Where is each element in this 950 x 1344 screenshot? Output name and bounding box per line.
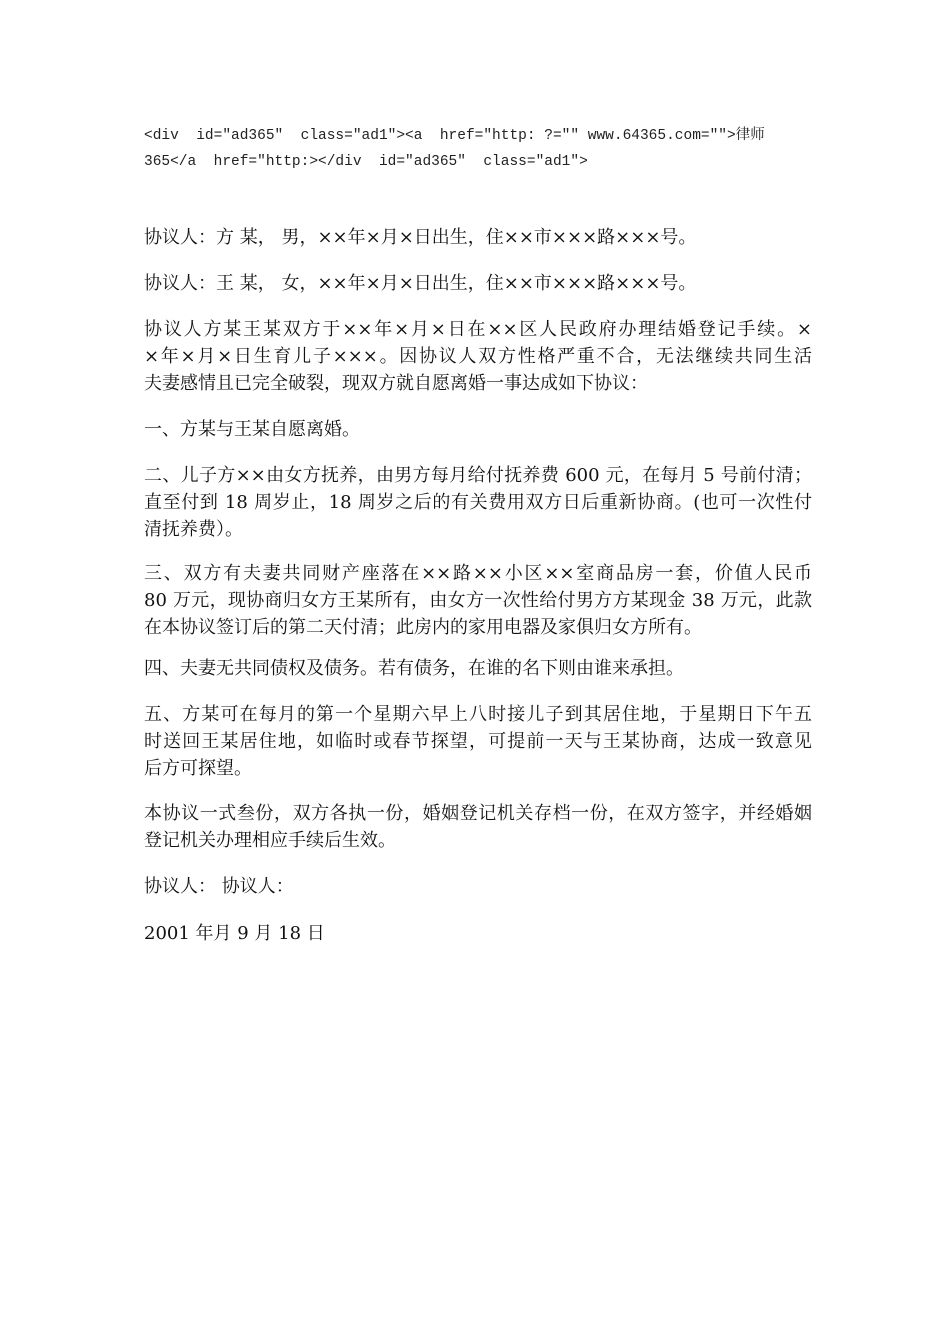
clause-5-line-3: 后方可探望。 xyxy=(144,758,252,779)
clause-5 xyxy=(144,701,812,782)
clause-2-line-3: 清抚养费）。 xyxy=(144,519,243,540)
clause-3-line-3: 在本协议签订后的第二天付清；此房内的家用电器及家俱归女方所有。 xyxy=(144,617,702,638)
clause-5-line-1: 五、方某可在每月的第一个星期六早上八时接儿子到其居住地，于星期日下午五 xyxy=(144,704,812,725)
clause-2-line-2: 直至付到 18 周岁止，18 周岁之后的有关费用双方日后重新协商。(也可一次性付 xyxy=(144,492,812,513)
header-code-line-2: 365</a href="http:></div id="ad365" class="ad1"> xyxy=(144,154,588,170)
clause-3-line-1: 三、双方有夫妻共同财产座落在××路××小区××室商品房一套，价值人民币 xyxy=(144,563,812,584)
closing-line-1: 本协议一式叁份，双方各执一份，婚姻登记机关存档一份，在双方签字，并经婚姻 xyxy=(144,803,812,824)
closing-line-2: 登记机关办理相应手续后生效。 xyxy=(144,830,396,851)
clause-3-line-2: 80 万元，现协商归女方王某所有，由女方一次性给付男方方某现金 38 万元，此款 xyxy=(144,590,812,611)
closing-paragraph xyxy=(144,800,812,854)
header-code-line-1: <div id="ad365" class="ad1"><a href="http: ?="" www.64365.com="">律师 xyxy=(144,128,765,144)
intro-line-3: 夫妻感情且已完全破裂，现双方就自愿离婚一事达成如下协议： xyxy=(144,373,648,394)
party-1: 协议人：方 某， 男，××年×月×日出生，住××市×××路×××号。 xyxy=(144,227,697,248)
signature-line: 协议人： 协议人： xyxy=(144,876,294,897)
clause-5-line-2: 时送回王某居住地，如临时或春节探望，可提前一天与王某协商，达成一致意见 xyxy=(144,731,812,752)
clause-2-line-1: 二、儿子方××由女方抚养，由男方每月给付抚养费 600 元，在每月 5 号前付清； xyxy=(144,465,812,486)
clause-2 xyxy=(144,462,812,543)
clause-4: 四、夫妻无共同债权及债务。若有债务，在谁的名下则由谁来承担。 xyxy=(144,658,684,679)
intro-paragraph xyxy=(144,316,812,397)
party-2: 协议人：王 某， 女，××年×月×日出生，住××市×××路×××号。 xyxy=(144,273,697,294)
intro-line-2: ×年×月×日生育儿子×××。因协议人双方性格严重不合，无法继续共同生活 xyxy=(144,346,812,367)
date-line: 2001 年月 9 月 18 日 xyxy=(144,923,325,944)
clause-1: 一、方某与王某自愿离婚。 xyxy=(144,419,360,440)
intro-line-1: 协议人方某王某双方于××年×月×日在××区人民政府办理结婚登记手续。× xyxy=(144,319,812,340)
clause-3 xyxy=(144,560,812,641)
